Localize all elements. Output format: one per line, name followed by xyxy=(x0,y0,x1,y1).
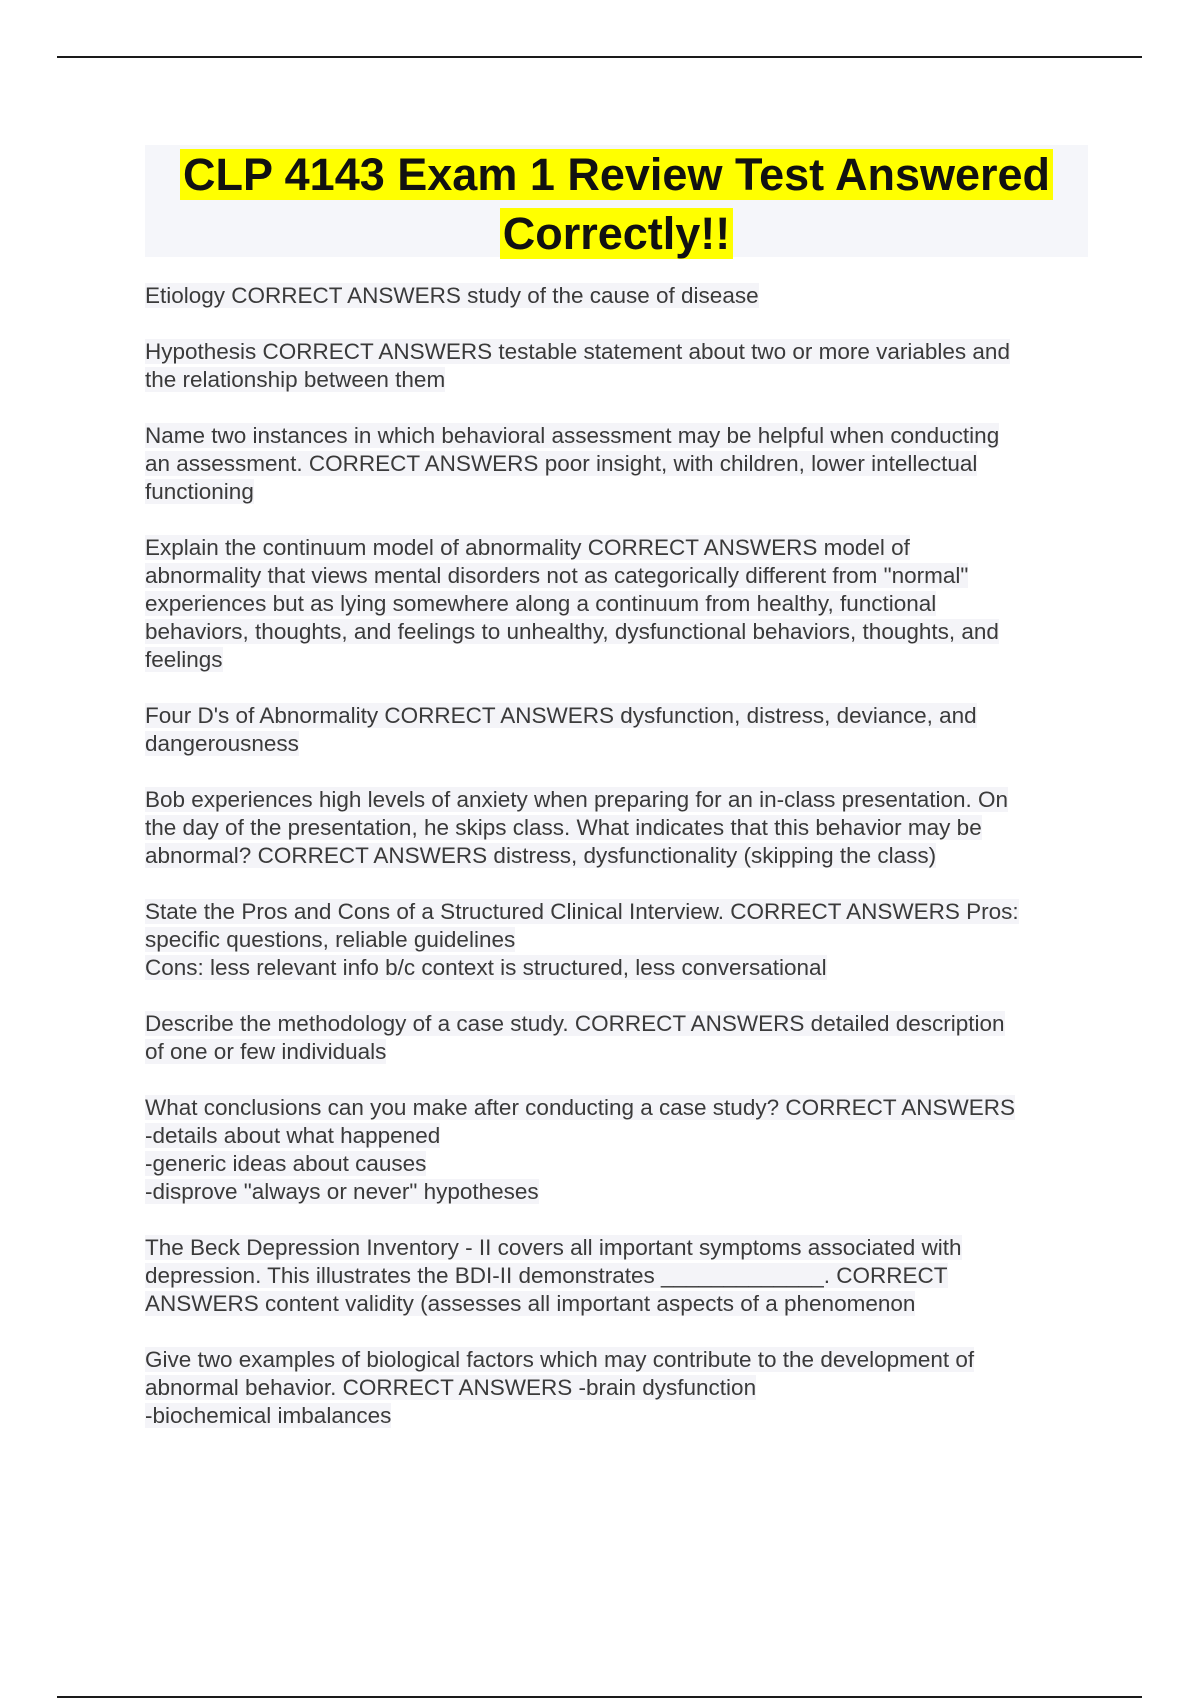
qa-line xyxy=(145,702,1095,730)
qa-entry xyxy=(145,1094,1095,1206)
qa-entry xyxy=(145,282,1095,310)
qa-line-text: functioning xyxy=(145,479,254,504)
qa-line-text: ANSWERS content validity (assesses all important aspects of a phenomenon xyxy=(145,1291,916,1316)
qa-entry xyxy=(145,1234,1095,1318)
qa-line xyxy=(145,898,1095,926)
qa-line-text: Hypothesis CORRECT ANSWERS testable statement about two or more variables and xyxy=(145,339,1010,364)
qa-entry xyxy=(145,1346,1095,1430)
qa-line xyxy=(145,786,1095,814)
qa-line-text: Bob experiences high levels of anxiety when preparing for an in-class presentation. On xyxy=(145,787,1008,812)
qa-line xyxy=(145,1402,1095,1430)
qa-line xyxy=(145,926,1095,954)
qa-line-text: Name two instances in which behavioral assessment may be helpful when conducting xyxy=(145,423,1000,448)
qa-line xyxy=(145,1122,1095,1150)
qa-line-text: of one or few individuals xyxy=(145,1039,387,1064)
qa-line-text: -generic ideas about causes xyxy=(145,1151,427,1176)
qa-line-text: Give two examples of biological factors which may contribute to the development of xyxy=(145,1347,975,1372)
qa-line-text: -biochemical imbalances xyxy=(145,1403,392,1428)
qa-entry xyxy=(145,702,1095,758)
qa-entry xyxy=(145,338,1095,394)
qa-line xyxy=(145,730,1095,758)
qa-entry xyxy=(145,1010,1095,1066)
qa-line-text: Etiology CORRECT ANSWERS study of the cause of disease xyxy=(145,283,759,308)
qa-line xyxy=(145,422,1095,450)
top-rule xyxy=(57,56,1142,58)
qa-line xyxy=(145,534,1095,562)
qa-line-text: experiences but as lying somewhere along a continuum from healthy, functional xyxy=(145,591,937,616)
qa-line xyxy=(145,590,1095,618)
bottom-rule xyxy=(57,1696,1142,1698)
qa-line-text: What conclusions can you make after conducting a case study? CORRECT ANSWERS xyxy=(145,1095,1015,1120)
qa-line xyxy=(145,1038,1095,1066)
qa-line-text: -details about what happened xyxy=(145,1123,441,1148)
qa-line xyxy=(145,1290,1095,1318)
qa-line-text: an assessment. CORRECT ANSWERS poor insight, with children, lower intellectual xyxy=(145,451,978,476)
qa-line-text: Describe the methodology of a case study. CORRECT ANSWERS detailed description xyxy=(145,1011,1005,1036)
qa-line-text: abnormality that views mental disorders not as categorically different from "normal" xyxy=(145,563,969,588)
qa-line xyxy=(145,618,1095,646)
qa-line-text: feelings xyxy=(145,647,223,672)
qa-entry xyxy=(145,786,1095,870)
qa-line xyxy=(145,450,1095,478)
qa-line-text: Four D's of Abnormality CORRECT ANSWERS dysfunction, distress, deviance, and xyxy=(145,703,977,728)
qa-line xyxy=(145,1150,1095,1178)
qa-line xyxy=(145,338,1095,366)
qa-line-text: depression. This illustrates the BDI-II demonstrates _____________. CORRECT xyxy=(145,1263,948,1288)
qa-line xyxy=(145,1262,1095,1290)
qa-line-text: The Beck Depression Inventory - II covers all important symptoms associated with xyxy=(145,1235,962,1260)
qa-line xyxy=(145,646,1095,674)
qa-line xyxy=(145,1234,1095,1262)
title-line-2: Correctly!! xyxy=(500,208,734,259)
qa-line xyxy=(145,366,1095,394)
title-line-1: CLP 4143 Exam 1 Review Test Answered xyxy=(180,149,1053,200)
qa-line xyxy=(145,478,1095,506)
qa-line xyxy=(145,282,1095,310)
document-title xyxy=(145,145,1088,257)
qa-entry xyxy=(145,534,1095,674)
qa-list xyxy=(145,282,1095,1458)
qa-line xyxy=(145,1094,1095,1122)
qa-line-text: Explain the continuum model of abnormality CORRECT ANSWERS model of xyxy=(145,535,910,560)
qa-line-text: the day of the presentation, he skips class. What indicates that this behavior may be xyxy=(145,815,982,840)
qa-line xyxy=(145,954,1095,982)
qa-line-text: -disprove "always or never" hypotheses xyxy=(145,1179,539,1204)
qa-line xyxy=(145,842,1095,870)
qa-entry xyxy=(145,422,1095,506)
qa-line-text: behaviors, thoughts, and feelings to unhealthy, dysfunctional behaviors, thoughts, and xyxy=(145,619,999,644)
qa-line xyxy=(145,1178,1095,1206)
qa-line-text: abnormal behavior. CORRECT ANSWERS -brain dysfunction xyxy=(145,1375,757,1400)
qa-line xyxy=(145,562,1095,590)
qa-entry xyxy=(145,898,1095,982)
qa-line-text: specific questions, reliable guidelines xyxy=(145,927,516,952)
qa-line xyxy=(145,1374,1095,1402)
qa-line xyxy=(145,1010,1095,1038)
qa-line xyxy=(145,814,1095,842)
qa-line xyxy=(145,1346,1095,1374)
qa-line-text: Cons: less relevant info b/c context is structured, less conversational xyxy=(145,955,827,980)
qa-line-text: abnormal? CORRECT ANSWERS distress, dysfunctionality (skipping the class) xyxy=(145,843,937,868)
qa-line-text: the relationship between them xyxy=(145,367,446,392)
qa-line-text: State the Pros and Cons of a Structured Clinical Interview. CORRECT ANSWERS Pros: xyxy=(145,899,1019,924)
qa-line-text: dangerousness xyxy=(145,731,299,756)
